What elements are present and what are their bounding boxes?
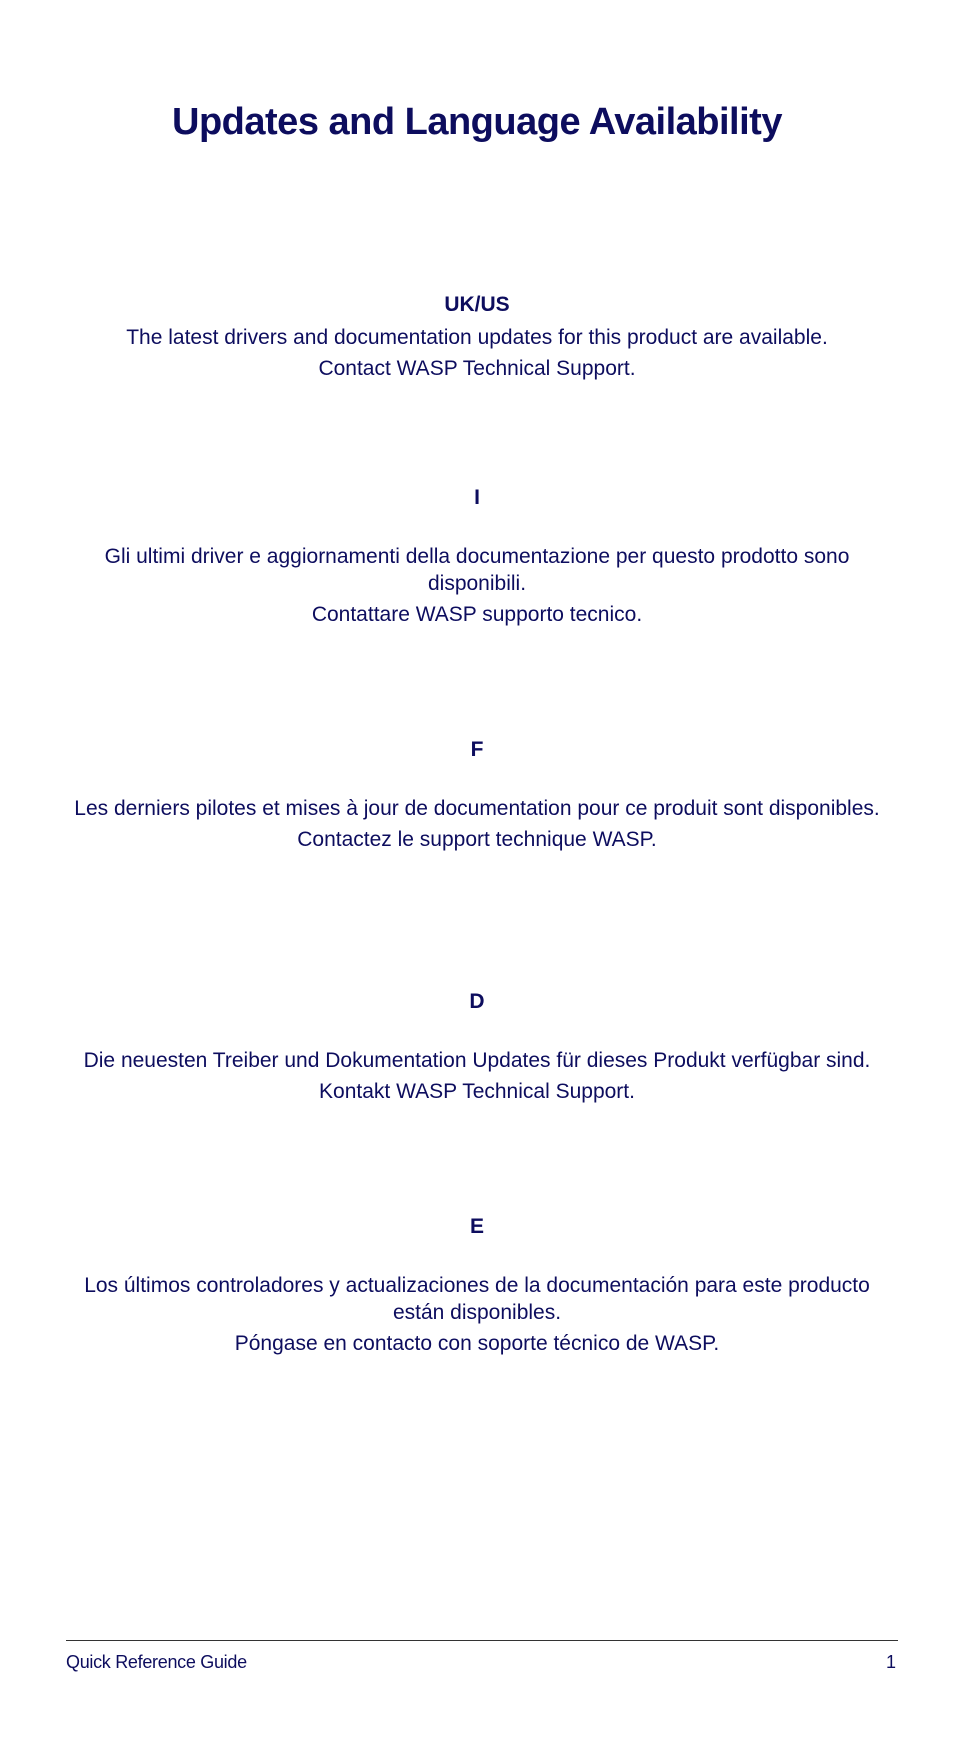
section-contact: Kontakt WASP Technical Support. <box>319 1080 635 1103</box>
section-french <box>60 737 894 853</box>
section-text: Los últimos controladores y actualizaciones de la documentación para este producto están disponibles. <box>84 1274 870 1324</box>
section-spanish <box>60 1214 894 1357</box>
section-text: Die neuesten Treiber und Dokumentation Updates für dieses Produkt verfügbar sind. <box>83 1049 871 1072</box>
section-german <box>60 989 894 1105</box>
section-contact: Póngase en contacto con soporte técnico de WASP. <box>234 1332 720 1355</box>
section-contact: Contact WASP Technical Support. <box>318 357 636 380</box>
section-heading: E <box>469 1215 484 1238</box>
section-italian <box>60 485 894 628</box>
footer-page-number: 1 <box>885 1652 896 1672</box>
section-uk-us <box>60 292 894 382</box>
section-contact: Contactez le support technique WASP. <box>297 828 657 851</box>
section-contact: Contattare WASP supporto tecnico. <box>311 603 643 626</box>
section-heading: D <box>469 990 485 1013</box>
section-text: Gli ultimi driver e aggiornamenti della documentazione per questo prodotto sono disponibili. <box>104 545 850 595</box>
section-heading: UK/US <box>444 293 510 316</box>
footer-divider <box>66 1640 898 1641</box>
page-title: Updates and Language Availability <box>172 101 782 143</box>
footer-document-name: Quick Reference Guide <box>66 1652 247 1672</box>
section-text: Les derniers pilotes et mises à jour de documentation pour ce produit sont disponibles. <box>74 797 880 820</box>
section-heading: I <box>474 486 480 509</box>
section-heading: F <box>470 738 484 761</box>
section-text: The latest drivers and documentation updates for this product are available. <box>126 326 828 349</box>
